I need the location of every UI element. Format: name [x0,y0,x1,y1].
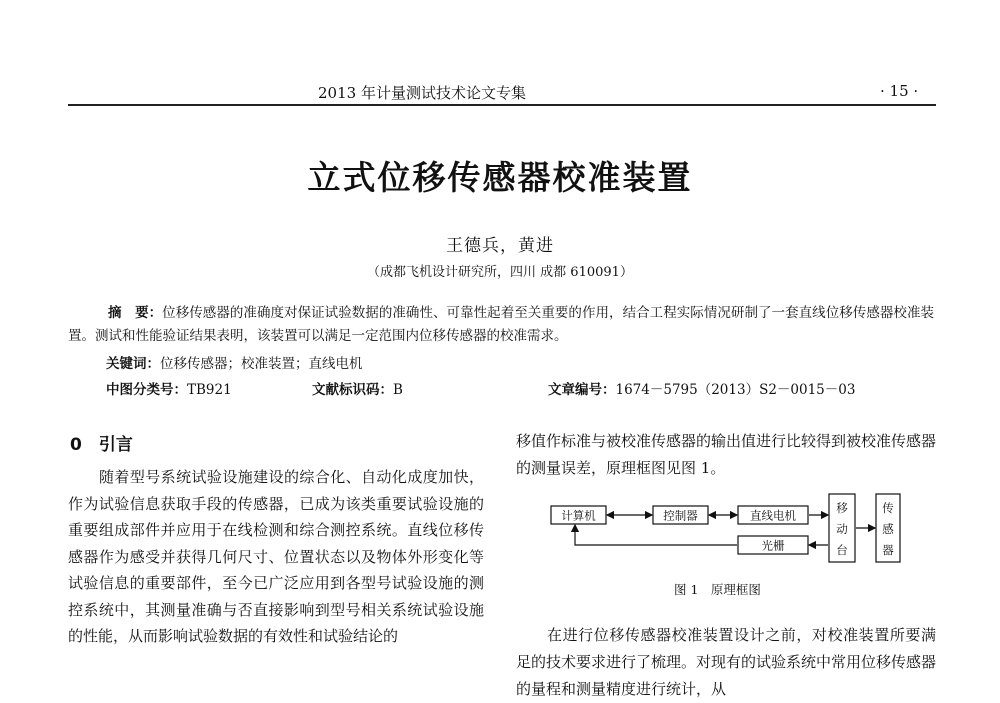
grating-label: 光栅 [761,538,785,553]
clc-value: TB921 [187,382,232,398]
stage-label-1: 移 [836,501,848,515]
intro-paragraph: 随着型号系统试验设施建设的综合化、自动化成度加快，作为试验信息获取手段的传感器，已成为该类重要试验设施的重要组成部件并应用于在线检测和综合测控系统。直线位移传感器作为感受并获得几何尺寸、位置状态以及物体外形变化等试验信息的重要部件，至今已广泛应用到各型号试验设施的测控系统中，其测量准确与否直接影响到型号相关系统试验设施的性能，从而影响试验数据的有效性和试验结论的 [68,468,484,645]
sensor-label-2: 感 [882,522,894,536]
feedback-grating-computer [575,525,737,545]
article-value: 1674－5795（2013）S2－0015－03 [615,382,856,398]
abstract-text: 位移传感器的准确度对保证试验数据的准确性、可靠性起着至关重要的作用，结合工程实际情况研制了一套直线位移传感器校准装置。测试和性能验证结果表明，该装置可以满足一定范围内位移传感器的校准需求。 [68,305,935,344]
left-column [68,464,484,650]
journal-header: 2013 年计量测试技术论文专集 [318,84,526,102]
stage-label-3: 台 [836,543,848,557]
section-heading: 0 引言 [70,435,133,455]
authors: 王德兵，黄进 [446,236,554,256]
keywords-label: 关键词： [106,356,160,372]
abstract-label: 摘 要： [108,305,163,321]
affiliation: （成都飞机设计研究所，四川 成都 610091） [367,265,633,280]
figure-caption: 图 1 原理框图 [674,582,761,597]
sensor-label-3: 器 [882,543,894,557]
clc-number [106,378,232,398]
right-paragraph-bottom: 在进行位移传感器校准装置设计之前，对校准装置所要满足的技术要求进行了梳理。对现有的试验系统中常用位移传感器的量程和测量精度进行统计，从 [516,626,937,698]
clc-label: 中图分类号： [106,382,187,398]
stage-label-2: 动 [836,522,848,536]
keywords-text: 位移传感器；校准装置；直线电机 [160,356,363,372]
sensor-label-1: 传 [882,501,894,515]
article-label: 文章编号： [548,382,616,398]
linear-motor-label: 直线电机 [750,508,796,523]
doc-label: 文献标识码： [312,382,393,398]
right-paragraph-top: 移值作标准与被校准传感器的输出值进行比较得到被校准传感器的测量误差，原理框图见图 1。 [516,432,937,477]
controller-label: 控制器 [663,508,698,523]
keywords [106,352,363,372]
abstract [68,302,934,348]
document-code [312,378,403,398]
page-number: · 15 · [880,82,919,100]
header-divider [68,104,936,106]
right-column-top [516,428,936,481]
paper-title: 立式位移传感器校准装置 [307,158,693,197]
doc-value: B [393,382,403,398]
article-number [548,378,855,398]
right-column-bottom [516,622,936,703]
principle-block-diagram [545,490,915,570]
computer-label: 计算机 [561,508,596,523]
